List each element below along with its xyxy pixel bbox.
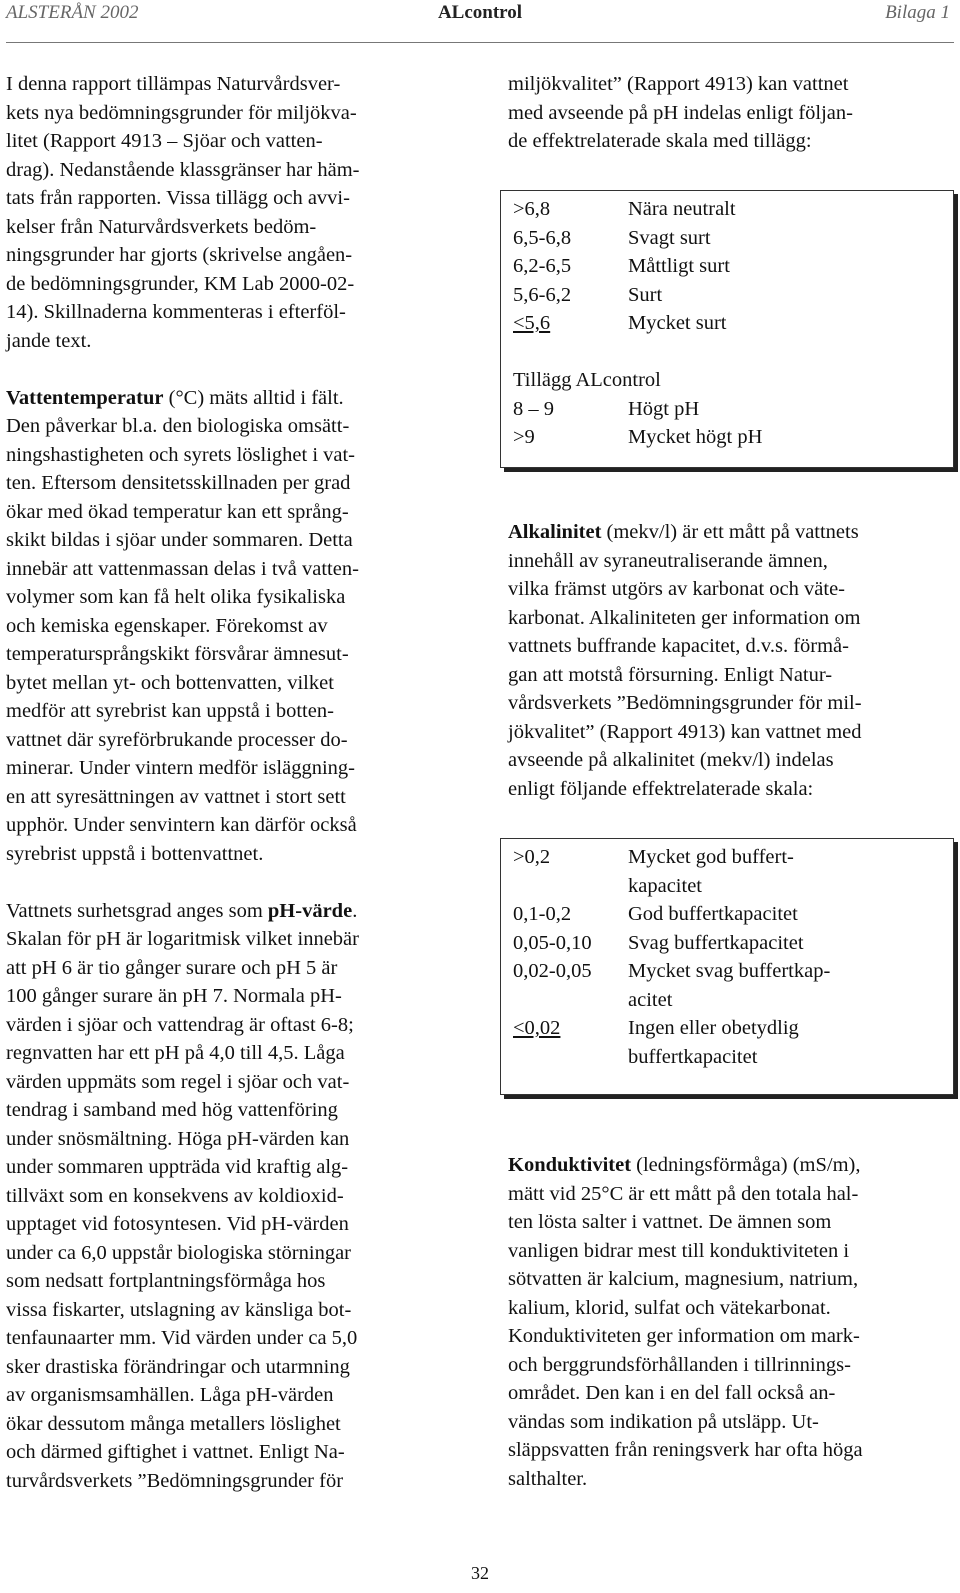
ph-paragraph [6, 897, 438, 1496]
alkalinity-paragraph [508, 518, 948, 803]
alkalinity-scale-box [500, 838, 954, 1095]
header-rule [6, 42, 954, 43]
alk-range: <0,02 [513, 1017, 561, 1039]
alk-range: 0,1-0,2 [513, 903, 572, 925]
alkalinity-term: Alkalinitet [508, 521, 602, 543]
ph-range: 6,5-6,8 [513, 226, 572, 249]
ph-range: 8 – 9 [513, 397, 554, 420]
ph-text: . Skalan för pH är logaritmisk vilket innebär att pH 6 är tio gånger surare och pH 5 är 100 gånger surare än pH 7. Normala pH- värden i sjöar och vattendrag är oftast 6-8; regnvatten har ett pH på 4,0 till 4,5. Låga värden uppmäts som regel i sjöar och vat- tendrag i samband med hög vattenföring under snösmältning. Höga pH-värden kan under sommaren uppträda vid kraftig alg- tillväxt som en konsekvens av koldioxid- upptaget vid fotosyntesen. Vid pH-värden under ca 6,0 uppstår biologiska störningar som nedsatt fortplantningsförmåga hos vissa fiskarter, utslagning av känsliga bot- tenfaunaarter mm. Vid värden under ca 5,0 sker drastiska förändringar och utarmning av organismsamhällen. Låga pH-värden ökar dessutom många metallers löslighet och därmed giftighet i vattnet. Enligt Na- turvårdsverkets ”Bedömningsgrunder för [6, 899, 359, 1492]
alk-range: >0,2 [513, 846, 551, 868]
alk-class: Svag buffertkapacitet [628, 931, 804, 954]
ph-class: Måttligt surt [628, 255, 730, 277]
ph-class: Högt pH [628, 397, 700, 420]
conductivity-term: Konduktivitet [508, 1154, 632, 1176]
alk-class: Mycket god buffert- kapacitet [628, 846, 794, 897]
ph-range: >6,8 [513, 198, 551, 220]
temperature-paragraph [6, 384, 438, 869]
alk-class: God buffertkapacitet [628, 903, 798, 925]
ph-continuation: miljökvalitet” (Rapport 4913) kan vattnet med avseende på pH indelas enligt följan- de effektrelaterade skala med tillägg: [508, 73, 853, 152]
ph-class: Mycket högt pH [628, 426, 763, 448]
header-appendix: Bilaga 1 [885, 2, 950, 23]
alk-range: 0,05-0,10 [513, 931, 592, 954]
right-column [508, 70, 948, 156]
intro-paragraph: I denna rapport tillämpas Naturvårdsver- kets nya bedömningsgrunder för miljökva- litet (Rapport 4913 – Sjöar och vatten- drag). Nedanstående klassgränser har häm- tats från rapporten. Vissa tillägg och avvi- kelser från Naturvårdsverkets bedöm- ningsgrunder har gjorts (skrivelse angåen- de bedömningsgrunder, KM Lab 2000-02- 14). Skillnaderna kommenteras i efterföl- jande text. [6, 73, 360, 352]
page-header [0, 0, 960, 30]
header-company: ALcontrol [437, 2, 523, 23]
conductivity-section [508, 1151, 948, 1493]
conductivity-paragraph [508, 1151, 948, 1493]
alk-class: Mycket svag buffertkap- acitet [628, 960, 831, 1011]
alkalinity-section [508, 518, 948, 803]
ph-class: Nära neutralt [628, 198, 736, 220]
ph-class: Surt [628, 283, 663, 306]
ph-class: Svagt surt [628, 226, 711, 249]
ph-range: >9 [513, 426, 535, 448]
ph-range: <5,6 [513, 312, 551, 334]
ph-class: Mycket surt [628, 312, 727, 334]
header-project: ALSTERÅN 2002 [6, 2, 139, 23]
alk-class: Ingen eller obetydlig buffertkapacitet [628, 1017, 799, 1068]
conductivity-text: (ledningsförmåga) (mS/m), mätt vid 25°C är ett mått på den totala hal- ten lösta salter i vattnet. De ämnen som vanligen bidrar mest till konduktiviteten i sötvatten är kalcium, magnesium, natrium, kalium, klorid, sulfat och vätekarbonat. Konduktiviteten ger information om mark- och berggrundsförhållanden i tillrinnings- området. Den kan i en del fall också an- vändas som indikation på utsläpp. Ut- släppsvatten från reningsverk har ofta höga salthalter. [508, 1154, 863, 1490]
ph-range: 6,2-6,5 [513, 255, 572, 277]
ph-term: pH-värde [267, 899, 353, 922]
ph-scale-box: >6,8 Nära neutralt 6,5-6,8 Svagt surt 6,2-6,5 Måttligt surt 5,6-6,2 Surt <5,6 Mycket surt Tillägg ALcontrol 8 – 9 Högt pH >9 Mycket högt pH [500, 190, 954, 468]
alk-range: 0,02-0,05 [513, 960, 592, 982]
alkalinity-text: (mekv/l) är ett mått på vattnets innehåll av syraneutraliserande ämnen, vilka främst utgörs av karbonat och väte- karbonat. Alkaliniteten ger information om vattnets buffrande kapacitet, d.v.s. förmå- gan att motstå försurning. Enligt Natur- vårdsverkets ”Bedömningsgrunder för mil- jökvalitet” (Rapport 4913) kan vattnet med avseende på alkalinitet (mekv/l) indelas enligt följande effektrelaterade skala: [508, 521, 862, 800]
ph-range: 5,6-6,2 [513, 283, 572, 306]
ph-lead: Vattnets surhetsgrad anges som [6, 899, 268, 922]
page-number: 32 [471, 1563, 489, 1583]
temperature-text: (°C) mäts alltid i fält. Den påverkar bl.a. den biologiska omsätt- ningshastigheten och syrets löslighet i vat- ten. Eftersom densitetsskillnaden per grad ökar med ökad temperatur kan ett språng- skikt bildas i sjöar under sommaren. Detta innebär att vattenmassan delas i två vatten- volymer som kan få helt olika fysikaliska och kemiska egenskaper. Förekomst av temperatursprångskikt försvårar ämnesut- bytet mellan yt- och bottenvatten, vilket medför att syrebrist kan uppstå i botten- vattnet där syreförbrukande processer do- minerar. Under vintern medför isläggning- en att syresättningen av vattnet i stort sett upphör. Under senvintern kan därför också syrebrist uppstå i bottenvattnet. [6, 386, 359, 865]
temperature-term: Vattentemperatur [6, 386, 164, 409]
left-column [6, 70, 438, 1495]
